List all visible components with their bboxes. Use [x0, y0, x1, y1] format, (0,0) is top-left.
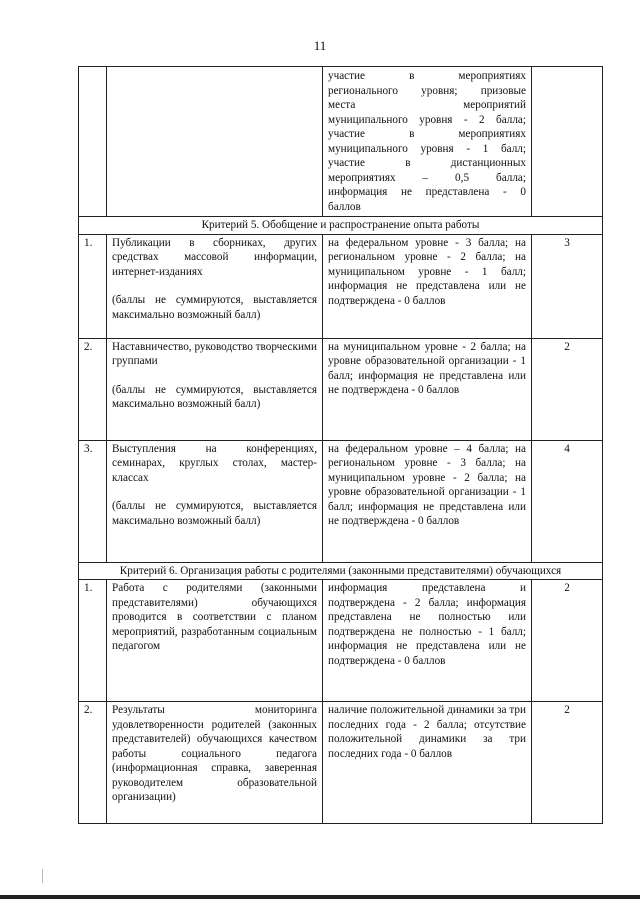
evaluation-line: информация не представлена - 0: [328, 186, 526, 198]
evaluation-line: баллов: [328, 200, 361, 213]
criterion-note: (баллы не суммируются, выставляется максимально возможный балл): [112, 500, 317, 527]
criterion-text: Выступления на конференциях, семинарах, круглых столах, мастер-классах: [112, 442, 317, 484]
row-number: 1.: [79, 580, 107, 702]
score-cell: 4: [532, 440, 603, 562]
criterion-6-header-row: [79, 562, 603, 580]
score-cell: 2: [532, 338, 603, 440]
row-number: 3.: [79, 440, 107, 562]
score-cell: 2: [532, 580, 603, 702]
score-cell: 2: [532, 702, 603, 824]
criterion-cell: [107, 440, 323, 562]
evaluation-line: регионального уровня; призовые: [328, 84, 526, 97]
evaluation-line: участие в мероприятиях: [328, 128, 526, 140]
criterion-cell: Работа с родителями (законными представителями) обучающихся проводится в соответствии с планом мероприятий, разработанным социальным педагогом: [107, 580, 323, 702]
row-number: 2.: [79, 338, 107, 440]
table-row: [79, 338, 603, 440]
criterion-cell: Результаты мониторинга удовлетворенности родителей (законных представителей) обучающихся качеством работы социального педагога (информационная справка, заверенная руководителем образовательной организации): [107, 702, 323, 824]
table-row: [79, 580, 603, 702]
table-row: [79, 702, 603, 824]
row-number: [79, 67, 107, 217]
criterion-5-header-row: [79, 217, 603, 235]
criterion-5-header: Критерий 5. Обобщение и распространение опыта работы: [79, 217, 603, 235]
page-number: 11: [313, 38, 327, 53]
evaluation-line: участие в дистанционных: [328, 157, 526, 169]
scan-margin-mark: [42, 869, 43, 883]
criterion-note: (баллы не суммируются, выставляется максимально возможный балл): [112, 383, 317, 410]
evaluation-cell: на федеральном уровне - 3 балла; на региональном уровне - 2 балла; на муниципальном уровне - 1 балл; информация не представлена или не подтверждена - 0 баллов: [323, 234, 532, 338]
evaluation-line: места мероприятий: [328, 99, 526, 111]
evaluation-cell: на федеральном уровне – 4 балла; на региональном уровне - 3 балла; на муниципальном уровне - 2 балла; на уровне образовательной организации - 1 балл; информация не представлена или не подтверждена - 0 баллов: [323, 440, 532, 562]
evaluation-line: муниципального уровня - 2 балла;: [328, 113, 526, 126]
score-cell: [532, 67, 603, 217]
table-row: [79, 440, 603, 562]
criterion-6-header: Критерий 6. Организация работы с родителями (законными представителями) обучающихся: [79, 562, 603, 580]
criterion-note: (баллы не суммируются, выставляется максимально возможный балл): [112, 294, 317, 321]
criteria-table: [78, 66, 603, 824]
continuation-row: [79, 67, 603, 217]
score-cell: 3: [532, 234, 603, 338]
criterion-text: Публикации в сборниках, других средствах массовой информации, интернет-изданиях: [112, 236, 317, 278]
evaluation-line: муниципального уровня - 1 балл;: [328, 142, 526, 155]
criterion-text: Наставничество, руководство творческими группами: [112, 340, 317, 367]
evaluation-cell: [323, 67, 532, 217]
evaluation-cell: информация представлена и подтверждена - 2 балла; информация представлена не полностью или подтверждена не полностью - 1 балл; информация не представлена или не подтверждена - 0 баллов: [323, 580, 532, 702]
row-number: 1.: [79, 234, 107, 338]
evaluation-cell: наличие положительной динамики за три последних года - 2 балла; отсутствие положительной динамики за три последних года - 0 баллов: [323, 702, 532, 824]
row-number: 2.: [79, 702, 107, 824]
scan-edge-bar: [0, 895, 640, 899]
criterion-cell: [107, 338, 323, 440]
criterion-cell: [107, 234, 323, 338]
table-row: [79, 234, 603, 338]
evaluation-line: мероприятиях – 0,5 балла;: [328, 171, 526, 184]
evaluation-cell: на муниципальном уровне - 2 балла; на уровне образовательной организации - 1 балл; информация не представлена или не подтверждена - 0 баллов: [323, 338, 532, 440]
criterion-cell: [107, 67, 323, 217]
evaluation-line: участие в мероприятиях: [328, 70, 526, 82]
